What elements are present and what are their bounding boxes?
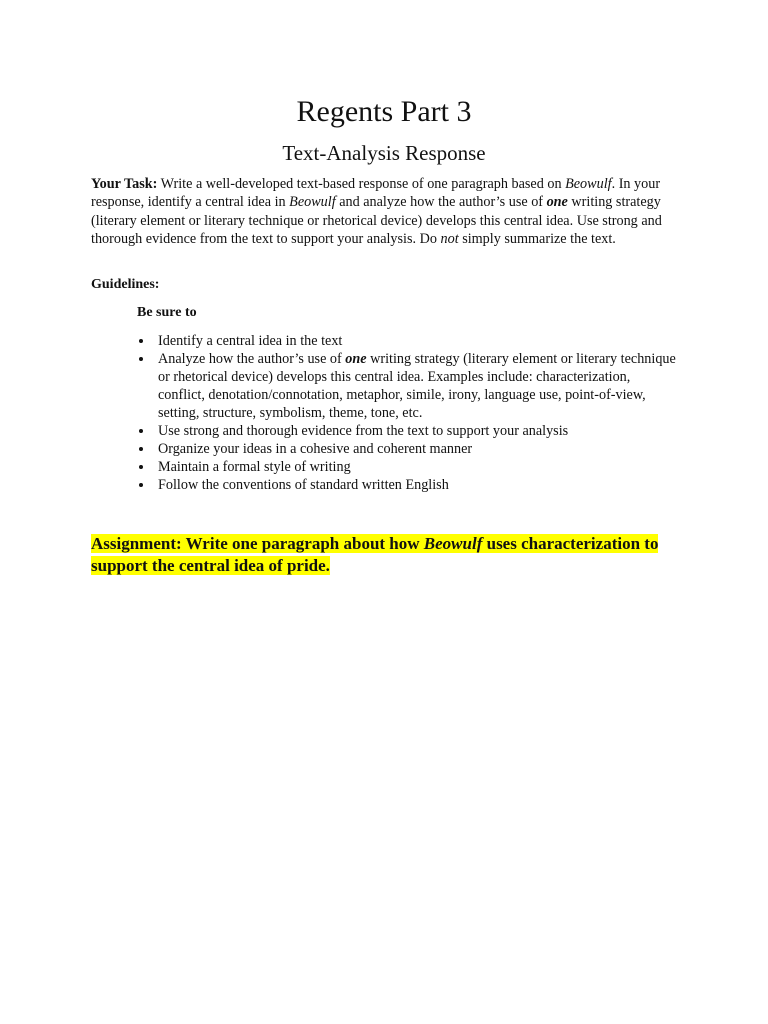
task-paragraph bbox=[91, 175, 691, 248]
list-item bbox=[137, 440, 677, 458]
list-item-text: Use strong and thorough evidence from the text to support your analysis bbox=[158, 423, 569, 439]
list-item-text: Maintain a formal style of writing bbox=[158, 459, 351, 475]
document-subtitle: Text-Analysis Response bbox=[282, 141, 486, 165]
list-item bbox=[137, 476, 677, 494]
list-item-text: Identify a central idea in the text bbox=[158, 333, 343, 349]
guidelines-list bbox=[137, 332, 677, 494]
list-item bbox=[137, 332, 677, 350]
assignment-text-1: Assignment: Write one paragraph about how bbox=[91, 534, 424, 553]
assignment-paragraph bbox=[91, 533, 691, 576]
bullet-icon bbox=[139, 429, 143, 433]
list-item bbox=[137, 422, 677, 440]
task-label: Your Task: bbox=[91, 176, 158, 192]
bullet-icon bbox=[139, 339, 143, 343]
task-text-1: Write a well-developed text-based response of one paragraph based on bbox=[157, 176, 566, 192]
list-item-emphasis-one: one bbox=[345, 351, 367, 367]
task-emphasis-not: not bbox=[440, 230, 459, 247]
task-work-title-1: Beowulf bbox=[565, 176, 612, 192]
assignment-work-title: Beowulf bbox=[423, 534, 483, 553]
bullet-icon bbox=[139, 465, 143, 469]
list-item-text: Organize your ideas in a cohesive and coherent manner bbox=[158, 441, 473, 457]
list-item-text: Analyze how the author’s use of bbox=[158, 351, 346, 367]
guidelines-heading: Guidelines: bbox=[91, 277, 160, 292]
document-title: Regents Part 3 bbox=[296, 95, 472, 128]
guidelines-intro: Be sure to bbox=[137, 305, 197, 320]
task-work-title-2: Beowulf bbox=[289, 194, 336, 211]
list-item bbox=[137, 350, 677, 422]
bullet-icon bbox=[139, 357, 143, 361]
task-text-3: and analyze how the author’s use of bbox=[335, 194, 547, 211]
list-item-text: writing strategy (literary element or literary technique or rhetorical device) develops this central idea. Examples include: characterization, conflict, denotation/connotation, metaphor, simile, irony, language use, point-of-view, setting, structure, symbolism, theme, tone, etc. bbox=[158, 351, 676, 421]
list-item bbox=[137, 458, 677, 476]
task-text-4: writing strategy (literary element or literary technique or rhetorical device) develops this central idea. Use strong and thorough evidence from the text to support your analysis. Do bbox=[91, 194, 662, 247]
bullet-icon bbox=[139, 483, 143, 487]
assignment-highlight bbox=[91, 534, 658, 575]
task-text-2: . In your response, identify a central idea in bbox=[91, 176, 661, 211]
task-emphasis-one: one bbox=[546, 194, 568, 211]
bullet-icon bbox=[139, 447, 143, 451]
list-item-text: Follow the conventions of standard written English bbox=[158, 477, 449, 493]
assignment-text-2: uses characterization to support the central idea of pride. bbox=[91, 534, 659, 575]
task-text-5: simply summarize the text. bbox=[458, 230, 616, 247]
